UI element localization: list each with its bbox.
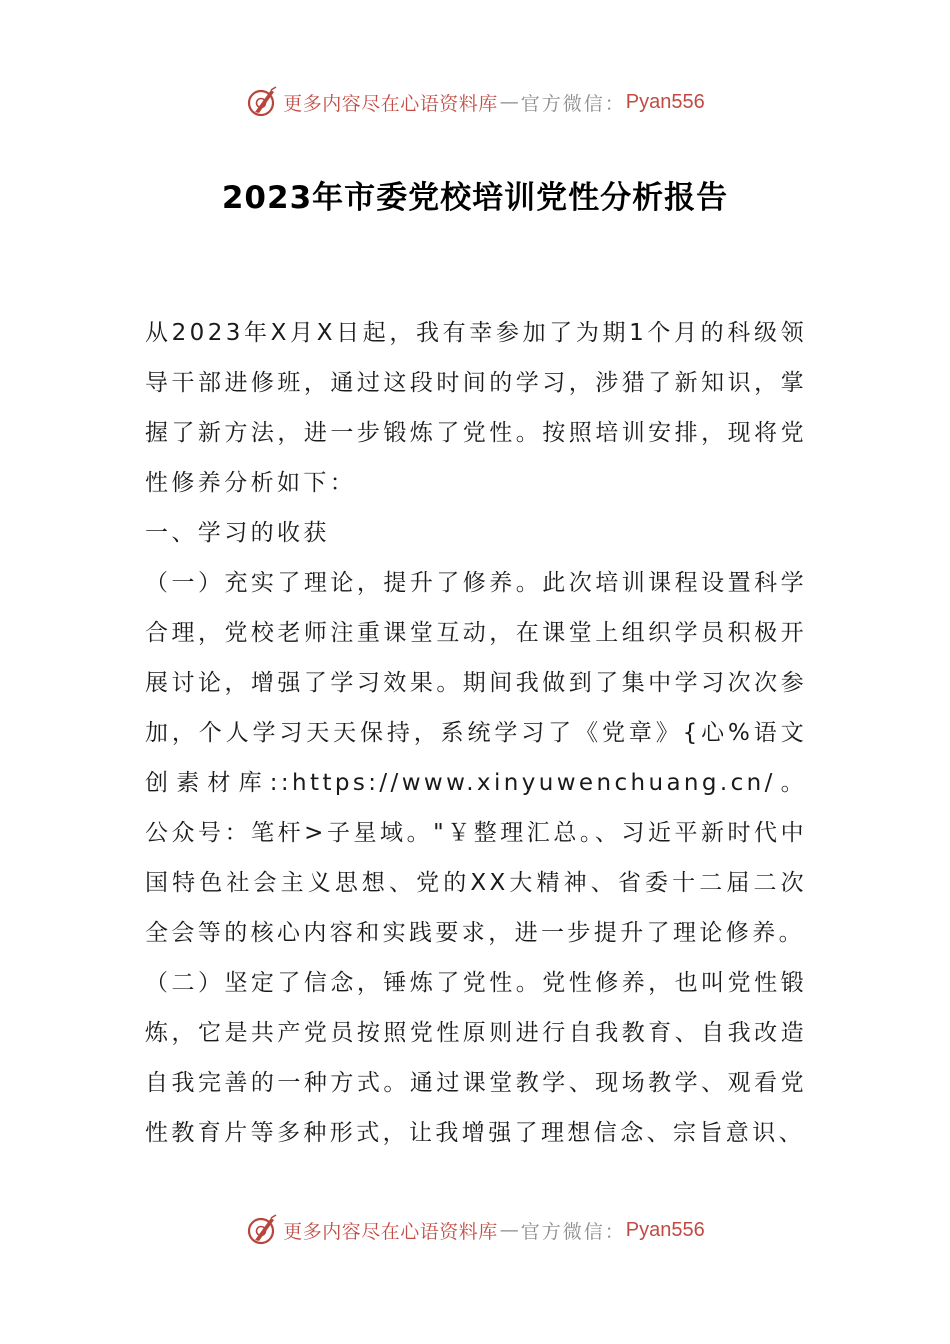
separator: — xyxy=(499,1219,519,1241)
paragraph-theory: （一）充实了理论，提升了修养。此次培训课程设置科学合理，党校老师注重课堂互动，在课堂上组织学员积极开展讨论，增强了学习效果。期间我做到了集中学习次次参加，个人学习天天保持，系统学习了《党章》{心%语文创素材库::https://www.xinyuwenchuang.cn/。公众号：笔杆>子星域。"￥整理汇总。、习近平新时代中国特色社会主义思想、党的XX大精神、省委十二届二次全会等的核心内容和实践要求，进一步提升了理论修养。 xyxy=(145,570,807,946)
wechat-id: Pyan556 xyxy=(625,90,705,113)
official-wechat-label: 官方微信： xyxy=(520,92,626,115)
paragraph-belief: （二）坚定了信念，锤炼了党性。党性修养，也叫党性锻炼，它是共产党员按照党性原则进行自我教育、自我改造自我完善的一种方式。通过课堂教学、现场教学、观看党性教育片等多种形式，让我增强了理想信念、宗旨意识、 xyxy=(145,970,807,1146)
separator: — xyxy=(499,91,519,113)
official-wechat-label: 官方微信： xyxy=(520,1220,626,1243)
quill-pen-circle-icon xyxy=(245,1213,279,1247)
header-banner xyxy=(0,82,950,122)
paragraph-intro: 从2023年X月X日起，我有幸参加了为期1个月的科级领导干部进修班，通过这段时间的学习，涉猎了新知识，掌握了新方法，进一步锻炼了党性。按照培训安排，现将党性修养分析如下： xyxy=(145,320,807,496)
wechat-id: Pyan556 xyxy=(625,1218,705,1241)
promo-text: 更多内容尽在心语资料库 xyxy=(283,1220,498,1243)
quill-pen-circle-icon xyxy=(245,85,279,119)
footer-banner xyxy=(0,1210,950,1250)
document-body xyxy=(145,308,807,1158)
document-title: 2023年市委党校培训党性分析报告 xyxy=(221,180,729,216)
section-heading: 一、学习的收获 xyxy=(145,520,330,546)
promo-text: 更多内容尽在心语资料库 xyxy=(283,92,498,115)
